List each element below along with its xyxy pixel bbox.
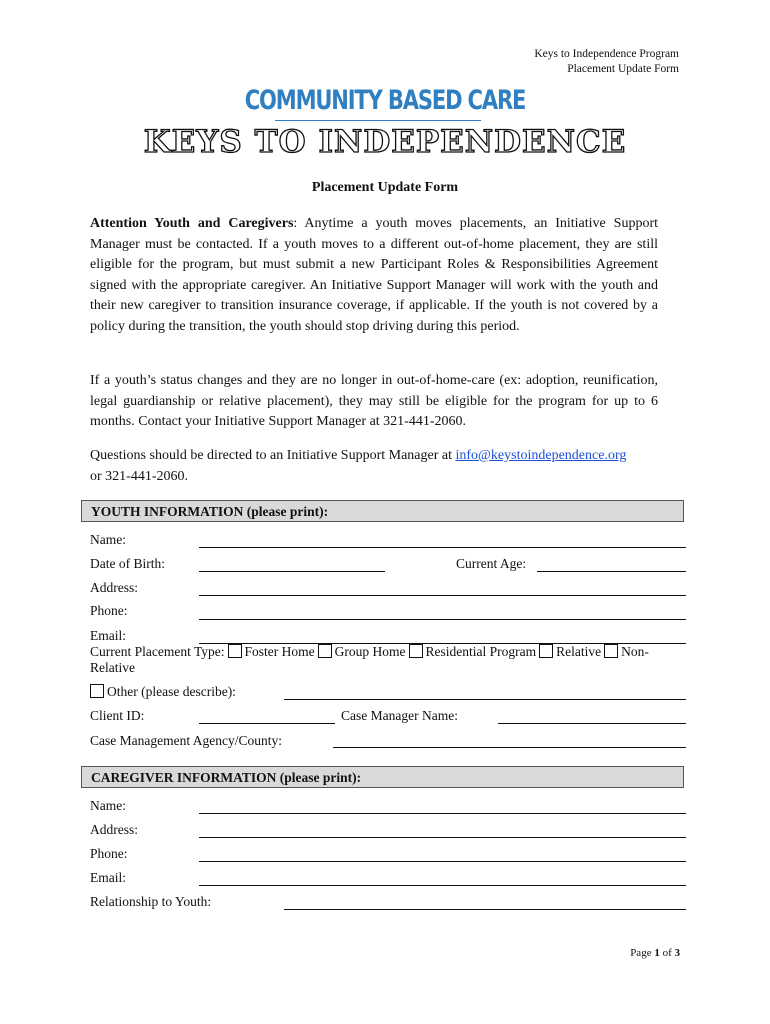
status-change-paragraph: If a youth’s status changes and they are no longer in out-of-home-care (ex: adoption, reunification, legal guardianship or relative placement), they may still be eligible for the program for up to 6 months. Contact your Initiative Support Manager at 321-441-2060.: [90, 373, 658, 429]
page-current: 1: [654, 947, 660, 959]
group-home-label: Group Home: [334, 644, 406, 659]
questions-paragraph: [90, 446, 658, 487]
non-relative-label-cont: Relative: [90, 660, 135, 675]
caregiver-phone-field[interactable]: [199, 861, 686, 862]
other-label: Other (please describe):: [107, 684, 236, 699]
youth-dob-label: Date of Birth:: [90, 556, 165, 571]
questions-phone: or 321-441-2060.: [90, 468, 188, 484]
agency-label: Case Management Agency/County:: [90, 733, 282, 748]
page-of: of: [659, 947, 675, 959]
relative-label: Relative: [556, 644, 602, 659]
relationship-label: Relationship to Youth:: [90, 894, 212, 909]
client-id-field[interactable]: [199, 723, 335, 724]
attention-lead: Attention Youth and Caregivers: [90, 216, 294, 231]
logo-keys-to-independence: KEYS TO INDEPENDENCE: [143, 124, 627, 160]
running-header: [534, 47, 679, 76]
caregiver-name-label: Name:: [90, 798, 126, 813]
placement-type-row: [90, 644, 649, 660]
caregiver-email-field[interactable]: [199, 885, 686, 886]
youth-email-label: Email:: [90, 628, 126, 643]
client-id-label: Client ID:: [90, 708, 145, 723]
youth-address-field[interactable]: [199, 595, 686, 596]
foster-home-checkbox[interactable]: [228, 644, 242, 658]
email-link[interactable]: info@keystoindependence.org: [455, 448, 627, 463]
logo-community-based-care: COMMUNITY BASED CARE: [244, 85, 526, 116]
form-title: Placement Update Form: [311, 180, 459, 195]
other-row: [87, 684, 236, 700]
case-manager-label: Case Manager Name:: [341, 708, 458, 723]
youth-dob-field[interactable]: [199, 571, 385, 572]
relationship-field[interactable]: [284, 909, 686, 910]
caregiver-phone-label: Phone:: [90, 846, 128, 861]
attention-body: : Anytime a youth moves placements, an Initiative Support Manager must be contacted. If a youth moves to a different out-of-home placement, they are still eligible for the program, but must submit a new Participant Roles & Responsibilities Agreement signed with the appropriate caregiver. An Initiative Support Manager will work with the youth and their new caregiver to transition insurance coverage, if applicable. If the youth is not covered by a policy during the transition, the youth should stop driving during this period.: [90, 216, 659, 334]
case-manager-field[interactable]: [498, 723, 686, 724]
placement-type-label: Current Placement Type:: [90, 644, 225, 659]
youth-phone-label: Phone:: [90, 603, 128, 618]
other-describe-field[interactable]: [284, 699, 686, 700]
residential-program-checkbox[interactable]: [409, 644, 423, 658]
caregiver-address-field[interactable]: [199, 837, 686, 838]
caregiver-info-header: CAREGIVER INFORMATION (please print):: [81, 766, 684, 788]
non-relative-checkbox[interactable]: [604, 644, 618, 658]
page-total: 3: [674, 947, 680, 959]
page-word: Page: [630, 947, 655, 959]
logo-rule: [275, 120, 481, 121]
residential-program-label: Residential Program: [425, 644, 537, 659]
non-relative-label: Non-: [621, 644, 649, 659]
caregiver-name-field[interactable]: [199, 813, 686, 814]
page-number: [630, 947, 680, 959]
youth-phone-field[interactable]: [199, 619, 686, 620]
other-checkbox[interactable]: [90, 684, 104, 698]
youth-name-field[interactable]: [199, 547, 686, 548]
caregiver-address-label: Address:: [90, 822, 138, 837]
caregiver-email-label: Email:: [90, 870, 126, 885]
group-home-checkbox[interactable]: [318, 644, 332, 658]
header-program: Keys to Independence Program: [534, 48, 679, 60]
youth-info-header: YOUTH INFORMATION (please print):: [81, 500, 684, 522]
youth-name-label: Name:: [90, 532, 126, 547]
questions-text: Questions should be directed to an Initiative Support Manager at: [90, 448, 456, 463]
foster-home-label: Foster Home: [244, 644, 315, 659]
agency-field[interactable]: [333, 747, 686, 748]
header-form: Placement Update Form: [567, 62, 679, 75]
attention-paragraph: [90, 214, 658, 337]
youth-age-label: Current Age:: [456, 556, 527, 571]
relative-checkbox[interactable]: [539, 644, 553, 658]
youth-address-label: Address:: [90, 580, 138, 595]
youth-age-field[interactable]: [537, 571, 686, 572]
